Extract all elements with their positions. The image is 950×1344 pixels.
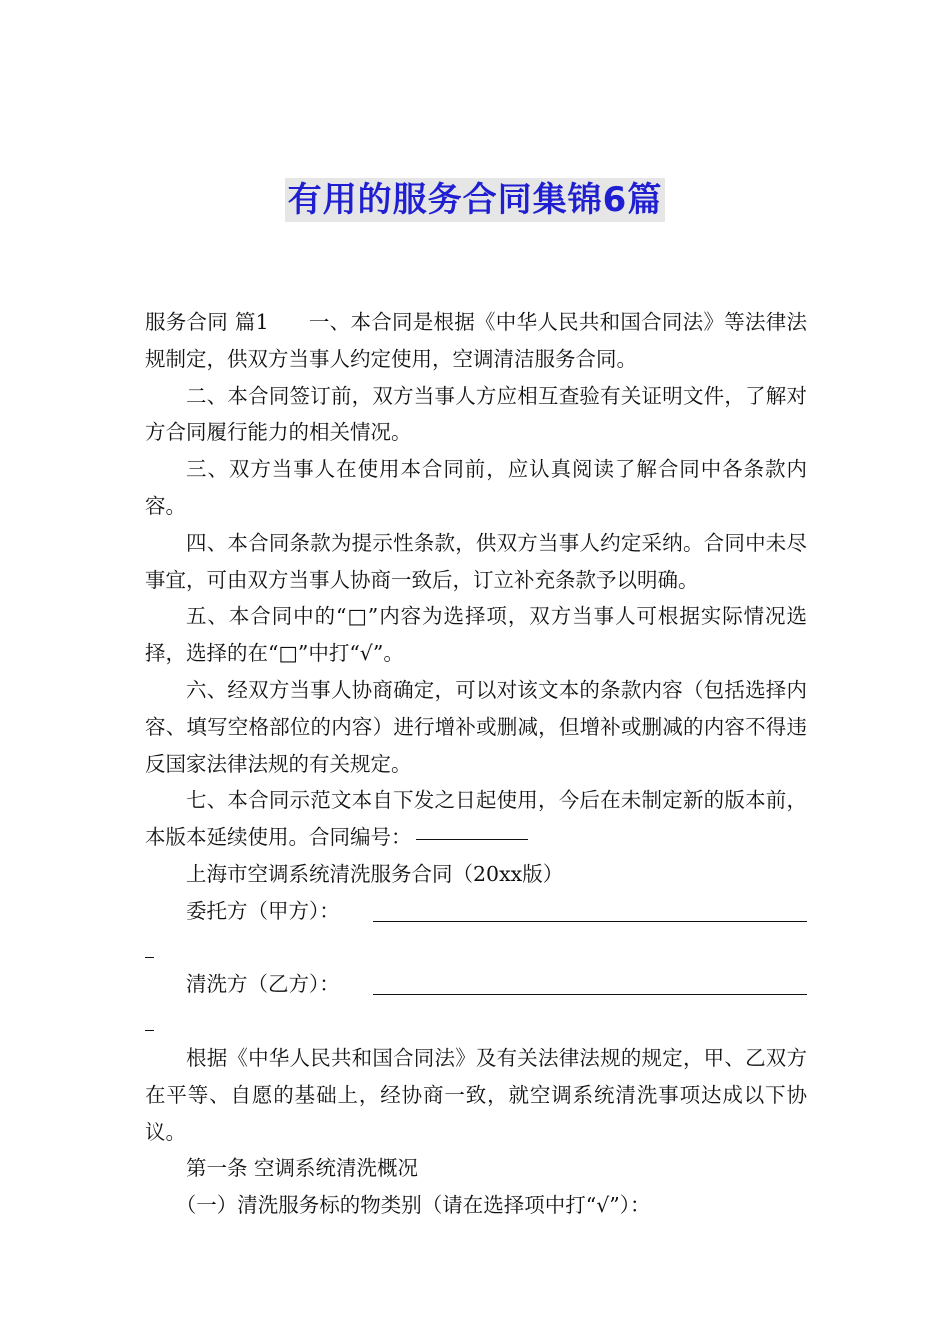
- party-a-blank-tail: [145, 957, 154, 958]
- title-container: [0, 178, 950, 222]
- paragraph-8: 根据《中华人民共和国合同法》及有关法律法规的规定，甲、乙双方在平等、自愿的基础上，经协商一致，就空调系统清洗事项达成以下协议。: [145, 1045, 807, 1144]
- paragraph-4: 四、本合同条款为提示性条款，供双方当事人约定采纳。合同中未尽事宜，可由双方当事人协商一致后，订立补充条款予以明确。: [145, 530, 807, 592]
- party-b-label: 清洗方（乙方）：: [186, 972, 340, 997]
- paragraph-3: 三、双方当事人在使用本合同前，应认真阅读了解合同中各条款内容。: [145, 457, 807, 518]
- party-b-row: [145, 966, 807, 1040]
- paragraph-1: [145, 304, 807, 378]
- section-label: 服务合同 篇1: [145, 310, 269, 334]
- contract-title: 上海市空调系统清洗服务合同（20xx版）: [186, 861, 564, 886]
- party-a-row: [145, 893, 807, 967]
- document-body: [145, 304, 807, 1224]
- party-b-blank: [373, 994, 807, 995]
- party-b-blank-tail: [145, 1030, 154, 1031]
- party-a-label: 委托方（甲方）：: [186, 898, 340, 923]
- article-1-item-1: （一）清洗服务标的物类别（请在选择项中打“√”）：: [175, 1193, 651, 1218]
- paragraph-6: 六、经双方当事人协商确定，可以对该文本的条款内容（包括选择内容、填写空格部位的内容）进行增补或删减，但增补或删减的内容不得违反国家法律法规的有关规定。: [145, 677, 807, 776]
- paragraph-7-text: 七、本合同示范文本自下发之日起使用，今后在未制定新的版本前，本版本延续使用。合同编号：: [145, 788, 807, 850]
- paragraph-5: 五、本合同中的“□”内容为选择项，双方当事人可根据实际情况选择，选择的在“□”中打“√”。: [145, 604, 807, 666]
- paragraph-2: 二、本合同签订前，双方当事人方应相互查验有关证明文件，了解对方合同履行能力的相关情况。: [145, 383, 807, 445]
- contract-number-blank: [416, 839, 528, 840]
- party-a-blank: [373, 921, 807, 922]
- document-title: 有用的服务合同集锦6篇: [285, 178, 666, 222]
- paragraph-1-text: 一、本合同是根据《中华人民共和国合同法》等法律法规制定，供双方当事人约定使用，空调清洁服务合同。: [145, 310, 808, 371]
- paragraph-7: [145, 782, 807, 856]
- article-1-heading: 第一条 空调系统清洗概况: [186, 1156, 419, 1181]
